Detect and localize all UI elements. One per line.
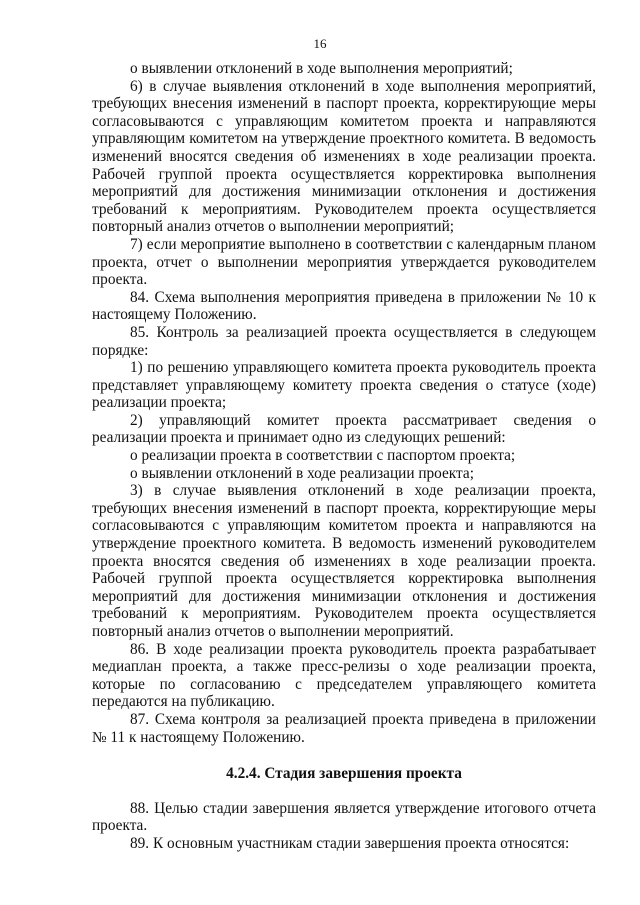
page-number: 16 [313,36,327,51]
paragraph: о реализации проекта в соответствии с паспортом проекта; [130,447,516,465]
paragraph: о выявлении отклонений в ходе выполнения мероприятий; [130,60,513,77]
paragraph: 85. Контроль за реализацией проекта осуществляется в следующем порядке: [92,323,596,359]
paragraph: 86. В ходе реализации проекта руководитель проекта разрабатывает медиаплан проекта, а также пресс-релизы о ходе реализации проекта, которые по согласованию с председателем управляющего комитета передаются на публикацию. [92,640,596,711]
paragraph: о выявлении отклонений в ходе реализации проекта; [130,464,474,482]
paragraph: 7) если мероприятие выполнено в соответствии с календарным планом проекта, отчет о выполнении мероприятия утверждается руководителем проекта. [92,235,596,289]
section-heading: 4.2.4. Стадия завершения проекта [226,765,462,783]
paragraph: 3) в случае выявления отклонений в ходе реализации проекта, требующих внесения изменений в паспорт проекта, корректирующие меры согласовываются с управляющим комитетом проекта и направляются на утверждение проектного комитета. В ведомость изменений руководителем проекта вносятся сведения об изменениях в ходе реализации проекта. Рабочей группой проекта осуществляется корректировка выполнения мероприятий для достижения минимизации отклонения и достижения требований к мероприятиям. Руководителем проекта осуществляется повторный анализ отчетов о выполнении мероприятий. [92,482,596,640]
paragraph: 2) управляющий комитет проекта рассматривает сведения о реализации проекта и принимает одно из следующих решений: [92,411,596,447]
paragraph: 89. К основным участникам стадии завершения проекта относятся: [130,834,570,852]
paragraph: 88. Целью стадии завершения является утверждение итогового отчета проекта. [92,799,596,835]
paragraph: 1) по решению управляющего комитета проекта руководитель проекта представляет управляющему комитету проекта сведения о статусе (ходе) реализации проекта; [92,359,596,412]
document-body [92,60,596,853]
paragraph: 84. Схема выполнения мероприятия приведена в приложении № 10 к настоящему Положению. [92,288,596,324]
paragraph: 87. Схема контроля за реализацией проекта приведена в приложении № 11 к настоящему Положению. [92,710,596,746]
paragraph: 6) в случае выявления отклонений в ходе выполнения мероприятий, требующих внесения изменений в паспорт проекта, корректирующие меры согласовываются с управляющим комитетом проекта и направляются управляющим комитетом на утверждение проектного комитета. В ведомость изменений вносятся сведения об изменениях в ходе реализации проекта. Рабочей группой проекта осуществляется корректировка выполнения мероприятий для достижения минимизации отклонения и достижения требований к мероприятиям. Руководителем проекта осуществляется повторный анализ отчетов о выполнении мероприятий; [92,77,596,236]
